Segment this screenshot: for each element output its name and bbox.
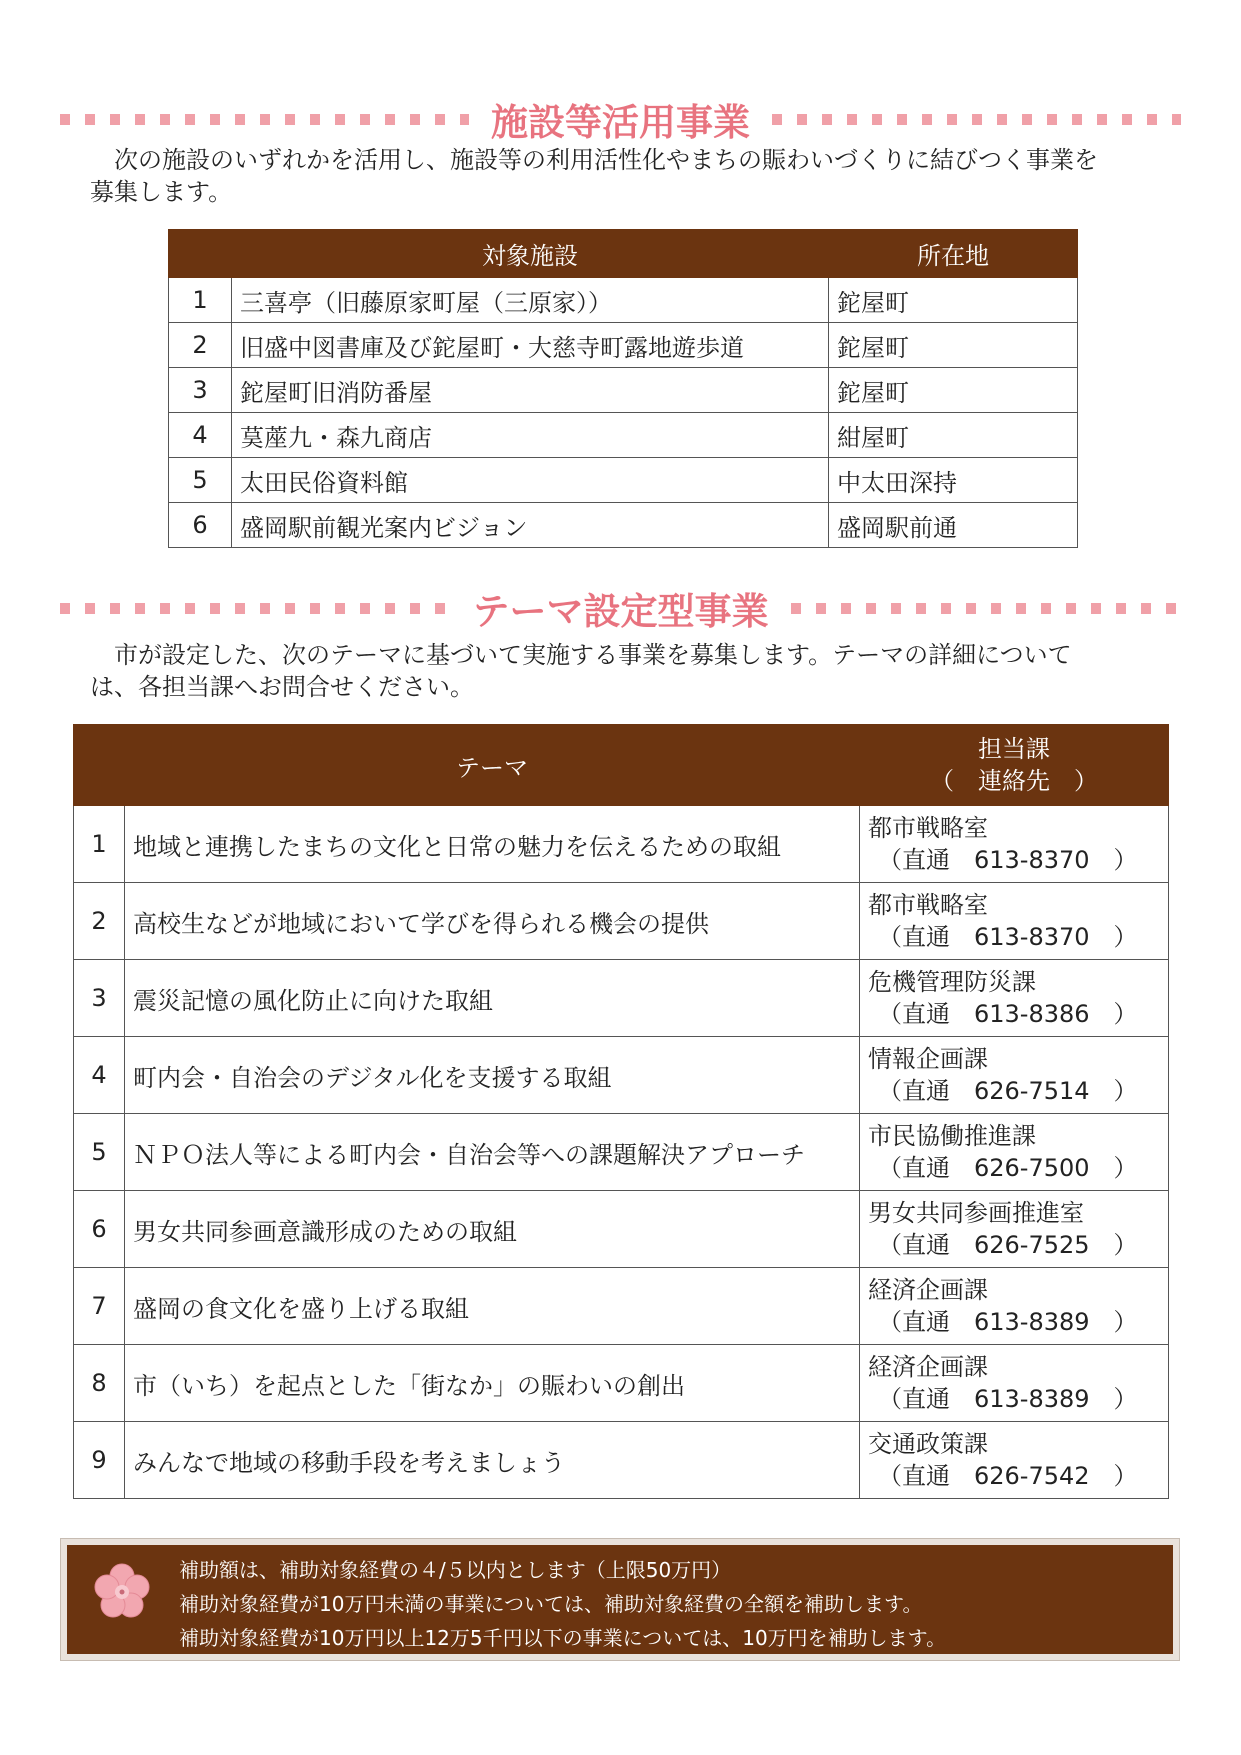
theme-header-dept (860, 725, 1169, 806)
table-row (74, 960, 1169, 1037)
dept-contact: （直通 626-7525 ） (878, 1231, 1138, 1259)
subsidy-notice-box (60, 1538, 1180, 1661)
facility-table (168, 229, 1078, 548)
facility-location: 紺屋町 (829, 413, 1078, 458)
dept-name: 市民協働推進課 (868, 1122, 1036, 1150)
notice-line: 補助対象経費が10万円未満の事業については、補助対象経費の全額を補助します。 (179, 1592, 923, 1616)
dept-cell (860, 806, 1169, 883)
row-number: 4 (169, 413, 232, 458)
dept-contact: （直通 613-8370 ） (878, 846, 1138, 874)
dept-name: 都市戦略室 (868, 814, 988, 842)
row-number: 5 (74, 1114, 125, 1191)
section2-intro (90, 639, 1160, 703)
theme-text: みんなで地域の移動手段を考えましょう (125, 1422, 860, 1499)
dept-cell (860, 1268, 1169, 1345)
facility-location: 盛岡駅前通 (829, 503, 1078, 548)
theme-header-contact-label: （ 連絡先 ） (930, 767, 1098, 795)
row-number: 3 (169, 368, 232, 413)
row-number: 2 (169, 323, 232, 368)
row-number: 9 (74, 1422, 125, 1499)
table-row (74, 1345, 1169, 1422)
section1-intro-line1: 次の施設のいずれかを活用し、施設等の利用活性化やまちの賑わいづくりに結びつく事業を (114, 146, 1098, 174)
dept-cell (860, 883, 1169, 960)
theme-text: 市（いち）を起点とした「街なか」の賑わいの創出 (125, 1345, 860, 1422)
section1-intro-line2: 募集します。 (90, 178, 233, 206)
subsidy-notice-inner (67, 1545, 1173, 1654)
dept-contact: （直通 613-8389 ） (878, 1308, 1138, 1336)
table-row (169, 413, 1078, 458)
dept-cell (860, 1422, 1169, 1499)
theme-header-num (74, 725, 125, 806)
facility-location: 鉈屋町 (829, 323, 1078, 368)
flower-icon (93, 1563, 151, 1621)
dept-contact: （直通 626-7514 ） (878, 1077, 1138, 1105)
theme-text: 盛岡の食文化を盛り上げる取組 (125, 1268, 860, 1345)
dept-contact: （直通 626-7542 ） (878, 1462, 1138, 1490)
dotted-divider-left (60, 114, 469, 125)
theme-table (73, 724, 1169, 1499)
section1-heading (60, 92, 1181, 146)
dept-cell (860, 1037, 1169, 1114)
table-row (74, 1191, 1169, 1268)
table-row (74, 806, 1169, 883)
theme-header-theme: テーマ (125, 725, 860, 806)
table-row (169, 278, 1078, 323)
facility-name: 盛岡駅前観光案内ビジョン (232, 503, 829, 548)
row-number: 6 (169, 503, 232, 548)
theme-text: 町内会・自治会のデジタル化を支援する取組 (125, 1037, 860, 1114)
dept-cell (860, 1191, 1169, 1268)
row-number: 2 (74, 883, 125, 960)
dept-contact: （直通 613-8389 ） (878, 1385, 1138, 1413)
dotted-divider-right (791, 603, 1182, 614)
row-number: 7 (74, 1268, 125, 1345)
row-number: 1 (169, 278, 232, 323)
dept-name: 都市戦略室 (868, 891, 988, 919)
row-number: 6 (74, 1191, 125, 1268)
facility-name: 太田民俗資料館 (232, 458, 829, 503)
dept-name: 経済企画課 (868, 1353, 988, 1381)
notice-line: 補助対象経費が10万円以上12万5千円以下の事業については、10万円を補助します。 (179, 1626, 947, 1650)
dotted-divider-right (772, 114, 1181, 125)
table-row (169, 323, 1078, 368)
section2-intro-line1: 市が設定した、次のテーマに基づいて実施する事業を募集します。テーマの詳細について (114, 641, 1072, 669)
facility-location: 鉈屋町 (829, 278, 1078, 323)
theme-text: 男女共同参画意識形成のための取組 (125, 1191, 860, 1268)
facility-name: 旧盛中図書庫及び鉈屋町・大慈寺町露地遊歩道 (232, 323, 829, 368)
subsidy-notice-text (179, 1553, 946, 1655)
facility-name: 茣蓙九・森九商店 (232, 413, 829, 458)
facility-name: 鉈屋町旧消防番屋 (232, 368, 829, 413)
row-number: 8 (74, 1345, 125, 1422)
dept-name: 危機管理防災課 (868, 968, 1036, 996)
theme-text: 地域と連携したまちの文化と日常の魅力を伝えるための取組 (125, 806, 860, 883)
dept-name: 男女共同参画推進室 (868, 1199, 1084, 1227)
row-number: 1 (74, 806, 125, 883)
dept-contact: （直通 613-8386 ） (878, 1000, 1138, 1028)
dept-cell (860, 960, 1169, 1037)
section2-title: テーマ設定型事業 (472, 590, 769, 633)
facility-header-name: 対象施設 (232, 230, 829, 278)
row-number: 4 (74, 1037, 125, 1114)
dept-cell (860, 1345, 1169, 1422)
notice-line: 補助額は、補助対象経費の４/５以内とします（上限50万円） (179, 1558, 732, 1582)
facility-table-header (169, 230, 1078, 278)
facility-location: 中太田深持 (829, 458, 1078, 503)
row-number: 3 (74, 960, 125, 1037)
dept-name: 情報企画課 (868, 1045, 988, 1073)
table-row (169, 458, 1078, 503)
table-row (74, 883, 1169, 960)
facility-location: 鉈屋町 (829, 368, 1078, 413)
dept-name: 交通政策課 (868, 1430, 988, 1458)
section2-heading (60, 581, 1181, 635)
theme-text: 高校生などが地域において学びを得られる機会の提供 (125, 883, 860, 960)
dept-contact: （直通 626-7500 ） (878, 1154, 1138, 1182)
row-number: 5 (169, 458, 232, 503)
theme-header-dept-label: 担当課 (978, 735, 1050, 763)
table-row (74, 1422, 1169, 1499)
dotted-divider-left (60, 603, 451, 614)
dept-name: 経済企画課 (868, 1276, 988, 1304)
section1-intro (90, 144, 1160, 208)
dept-cell (860, 1114, 1169, 1191)
facility-header-location: 所在地 (829, 230, 1078, 278)
facility-name: 三喜亭（旧藤原家町屋（三原家）） (232, 278, 829, 323)
table-row (74, 1114, 1169, 1191)
section2-intro-line2: は、各担当課へお問合せください。 (90, 673, 474, 701)
table-row (169, 503, 1078, 548)
theme-text: ＮＰＯ法人等による町内会・自治会等への課題解決アプローチ (125, 1114, 860, 1191)
dept-contact: （直通 613-8370 ） (878, 923, 1138, 951)
table-row (74, 1037, 1169, 1114)
section1-title: 施設等活用事業 (491, 101, 750, 144)
theme-text: 震災記憶の風化防止に向けた取組 (125, 960, 860, 1037)
facility-header-num (169, 230, 232, 278)
table-row (169, 368, 1078, 413)
table-row (74, 1268, 1169, 1345)
theme-table-header (74, 725, 1169, 806)
